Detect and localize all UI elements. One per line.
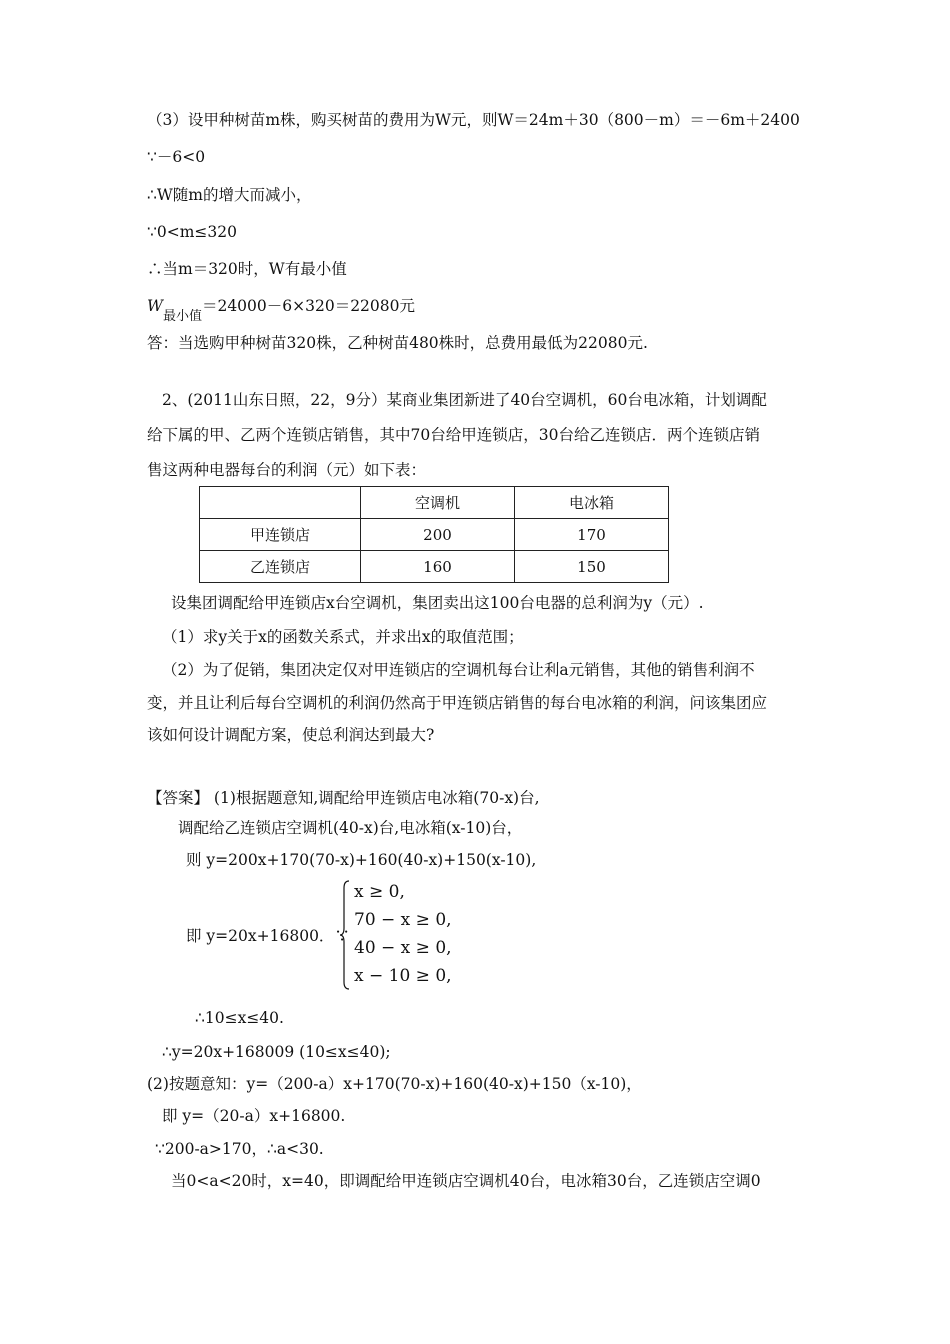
min-subscript: 最小值 <box>162 309 202 324</box>
inequality: 70 − x ≥ 0, <box>354 910 452 930</box>
table-header-cell: 电冰箱 <box>515 487 669 519</box>
solution-answer: 答：当选购甲种树苗320株，乙种树苗480株时，总费用最低为22080元. <box>147 334 648 352</box>
question-2-line-2: 给下属的甲、乙两个连锁店销售，其中70台给甲连锁店，30台给乙连锁店．两个连锁店销 <box>147 426 760 444</box>
table-header-cell <box>200 487 361 519</box>
min-value-expression: ＝24000－6×320＝22080元 <box>201 297 416 315</box>
question-2-part-2-line-2: 变，并且让利后每台空调机的利润仍然高于甲连锁店销售的每台电冰箱的利润，问该集团应 <box>147 694 768 712</box>
table-row <box>200 519 669 551</box>
answer-line-1: 【答案】 (1)根据题意知,调配给甲连锁店电冰箱(70-x)台, <box>147 789 540 807</box>
w-symbol: W <box>147 297 163 315</box>
table-cell: 160 <box>361 551 515 583</box>
question-2-part-1: （1）求y关于x的函数关系式，并求出x的取值范围； <box>162 628 524 646</box>
answer-line-5: ∴10≤x≤40. <box>195 1009 284 1027</box>
question-2-line-1: 2、(2011山东日照，22，9分）某商业集团新进了40台空调机，60台电冰箱，计划调配 <box>162 391 767 409</box>
left-brace-icon <box>340 880 350 990</box>
answer-line-4: 即 y=20x+16800．∵ <box>186 927 350 945</box>
question-2-setup: 设集团调配给甲连锁店x台空调机，集团卖出这100台电器的总利润为y（元）. <box>171 594 704 612</box>
question-2-line-3: 售这两种电器每台的利润（元）如下表： <box>147 461 427 479</box>
inequality: 40 − x ≥ 0, <box>354 938 452 958</box>
solution-line-5: ∴当m＝320时，W有最小值 <box>147 260 347 278</box>
table-header-cell: 空调机 <box>361 487 515 519</box>
answer-line-9: ∵200-a>170，∴a<30. <box>155 1140 324 1158</box>
answer-line-3: 则 y=200x+170(70-x)+160(40-x)+150(x-10), <box>186 851 537 869</box>
inequality: x ≥ 0, <box>354 882 405 902</box>
answer-line-2: 调配给乙连锁店空调机(40-x)台,电冰箱(x-10)台， <box>178 819 523 837</box>
solution-line-1: （3）设甲种树苗m株，购买树苗的费用为W元，则W＝24m＋30（800－m）＝－6m＋2400 <box>147 111 800 129</box>
inequality-system <box>354 878 452 990</box>
table-cell: 甲连锁店 <box>200 519 361 551</box>
table-header-row <box>200 487 669 519</box>
inequality: x − 10 ≥ 0, <box>354 966 452 986</box>
solution-line-6 <box>147 296 416 324</box>
table-cell: 150 <box>515 551 669 583</box>
answer-line-6: ∴y=20x+168009 (10≤x≤40); <box>162 1043 391 1061</box>
answer-line-7: (2)按题意知：y=（200-a）x+170(70-x)+160(40-x)+150（x-10)， <box>147 1075 642 1093</box>
answer-line-10: 当0<a<20时，x=40，即调配给甲连锁店空调机40台，电冰箱30台，乙连锁店空调0 <box>171 1172 761 1190</box>
table-cell: 乙连锁店 <box>200 551 361 583</box>
solution-line-3: ∴W随m的增大而减小， <box>147 186 312 204</box>
question-2-part-2-line-3: 该如何设计调配方案，使总利润达到最大? <box>147 726 435 744</box>
table-cell: 200 <box>361 519 515 551</box>
answer-line-8: 即 y=（20-a）x+16800. <box>162 1107 346 1125</box>
profit-table <box>199 486 669 583</box>
table-row <box>200 551 669 583</box>
table-cell: 170 <box>515 519 669 551</box>
solution-line-2: ∵－6<0 <box>147 148 206 166</box>
solution-line-4: ∵0<m≤320 <box>147 223 237 241</box>
question-2-part-2-line-1: （2）为了促销，集团决定仅对甲连锁店的空调机每台让利a元销售，其他的销售利润不 <box>162 661 755 679</box>
